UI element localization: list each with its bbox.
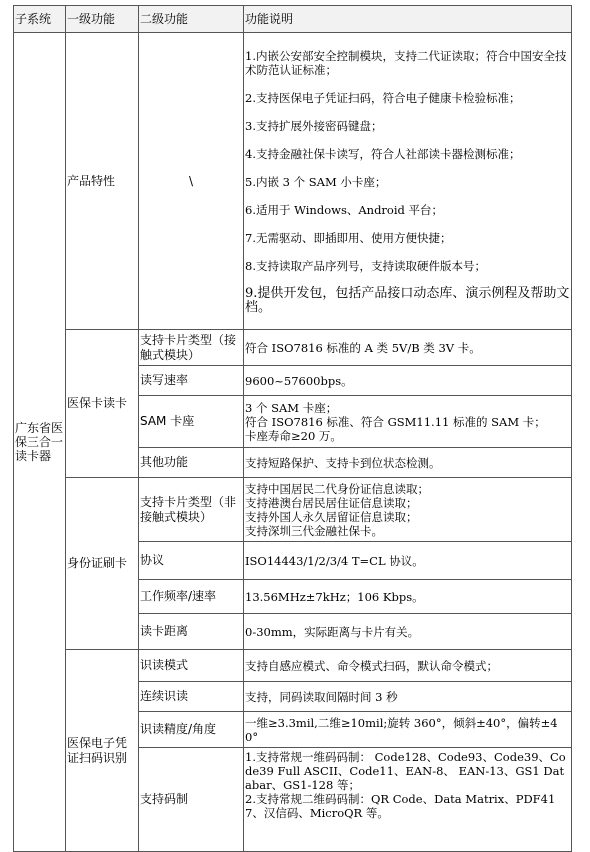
level2-description: 符合 ISO7816 标准的 A 类 5V/B 类 3V 卡。 — [244, 330, 572, 366]
group-product: 产品特性 — [66, 33, 139, 330]
level2-item: 连续识读 — [139, 682, 244, 712]
level2-description: 3 个 SAM 卡座； 符合 ISO7816 标准、符合 GSM11.11 标准的 SAM 卡； 卡座寿命≥20 万。 — [244, 396, 572, 448]
level2-item: 读卡距离 — [139, 614, 244, 650]
level2-description: 9600~57600bps。 — [244, 366, 572, 396]
header-level1: 一级功能 — [66, 6, 139, 33]
feature-line: 8.支持读取产品序列号，支持读取硬件版本号； — [245, 259, 486, 273]
level2-description: 13.56MHz±7kHz；106 Kbps。 — [244, 580, 572, 614]
level2-item: 协议 — [139, 542, 244, 580]
level2-item: 读写速率 — [139, 366, 244, 396]
level2-description: ISO14443/1/2/3/4 T=CL 协议。 — [244, 542, 572, 580]
header-subsystem: 子系统 — [14, 6, 66, 33]
feature-line: 9.提供开发包，包括产品接口动态库、演示例程及帮助文档。 — [245, 286, 570, 315]
feature-line: 7.无需驱动、即插即用、使用方便快捷； — [245, 231, 452, 245]
level2-description: 支持短路保护、支持卡到位状态检测。 — [244, 448, 572, 478]
group-idcard: 身份证刷卡 — [66, 478, 139, 650]
feature-line: 2.支持医保电子凭证扫码，符合电子健康卡检验标准； — [245, 91, 521, 105]
feature-line: 4.支持金融社保卡读写，符合人社部读卡器检测标准； — [245, 147, 521, 161]
level2-item: SAM 卡座 — [139, 396, 244, 448]
level2-item: 识读精度/角度 — [139, 712, 244, 748]
header-description: 功能说明 — [244, 6, 572, 33]
level2-description: 0-30mm，实际距离与卡片有关。 — [244, 614, 572, 650]
group-scan: 医保电子凭证扫码识别 — [66, 650, 139, 852]
level2-description: 支持中国居民二代身份证信息读取； 支持港澳台居民居住证信息读取； 支持外国人永久居留证信息读取； 支持深圳三代金融社保卡。 — [244, 478, 572, 542]
level2-item: 支持卡片类型（接触式模块） — [139, 330, 244, 366]
feature-line: 6.适用于 Windows、Android 平台； — [245, 203, 444, 217]
feature-line: 1.内嵌公安部安全控制模块，支持二代证读取；符合中国安全技术防范认证标准； — [245, 49, 567, 77]
spec-table — [13, 5, 572, 852]
level2-item: 其他功能 — [139, 448, 244, 478]
system-name: 广东省医保三合一读卡器 — [14, 33, 66, 852]
level2-item: 工作频率/速率 — [139, 580, 244, 614]
table-row — [14, 478, 572, 542]
level2-description: 支持，同码读取间隔时间 3 秒 — [244, 682, 572, 712]
product-sub: \ — [139, 33, 244, 330]
table-row — [14, 650, 572, 682]
group-medical: 医保卡读卡 — [66, 330, 139, 478]
level2-description: 一维≥3.3mil,二维≥10mil;旋转 360°，倾斜±40°，偏转±40° — [244, 712, 572, 748]
feature-line: 3.支持扩展外接密码键盘； — [245, 119, 383, 133]
product-features — [244, 33, 572, 330]
level2-description: 支持自感应模式、命令模式扫码，默认命令模式； — [244, 650, 572, 682]
level2-description: 1.支持常规一维码码制： Code128、Code93、Code39、Code39 Full ASCII、Code11、EAN-8、 EAN-13、GS1 Databar、GS1-128 等； 2.支持常规二维码码制：QR Code、Data Matrix、PDF417、汉信码、MicroQR 等。 — [244, 748, 572, 852]
table-row — [14, 330, 572, 366]
level2-item: 识读模式 — [139, 650, 244, 682]
level2-item: 支持码制 — [139, 748, 244, 852]
header-row — [14, 6, 572, 33]
header-level2: 二级功能 — [139, 6, 244, 33]
table-row — [14, 33, 572, 330]
feature-line: 5.内嵌 3 个 SAM 小卡座； — [245, 175, 387, 189]
level2-item: 支持卡片类型（非接触式模块） — [139, 478, 244, 542]
